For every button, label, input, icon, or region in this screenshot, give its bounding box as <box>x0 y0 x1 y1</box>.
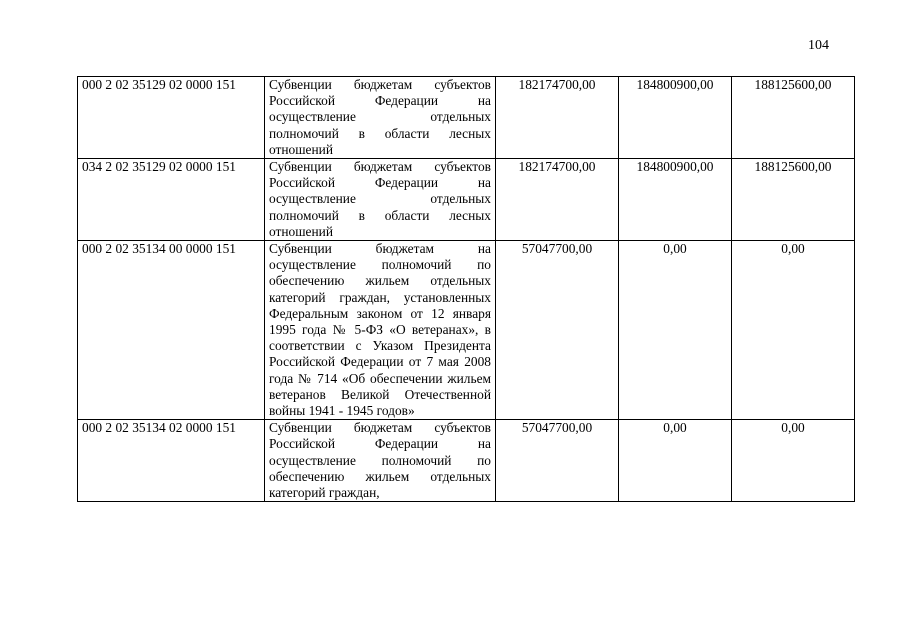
amount-year-3: 0,00 <box>732 241 855 420</box>
amount-year-3: 188125600,00 <box>732 77 855 159</box>
table-row <box>78 159 855 241</box>
table-row <box>78 77 855 159</box>
budget-code: 000 2 02 35129 02 0000 151 <box>78 77 265 159</box>
amount-year-2: 0,00 <box>619 241 732 420</box>
budget-code: 000 2 02 35134 02 0000 151 <box>78 420 265 502</box>
budget-code: 034 2 02 35129 02 0000 151 <box>78 159 265 241</box>
page-number: 104 <box>808 38 829 53</box>
item-description: Субвенции бюджетам субъектов Российской Федерации на осуществление отдельных полномочий в области лесных отношений <box>265 159 496 241</box>
budget-code: 000 2 02 35134 00 0000 151 <box>78 241 265 420</box>
amount-year-3: 0,00 <box>732 420 855 502</box>
amount-year-1: 57047700,00 <box>496 420 619 502</box>
amount-year-2: 184800900,00 <box>619 77 732 159</box>
amount-year-2: 0,00 <box>619 420 732 502</box>
table-row <box>78 420 855 502</box>
item-description: Субвенции бюджетам субъектов Российской Федерации на осуществление отдельных полномочий в области лесных отношений <box>265 77 496 159</box>
item-description: Субвенции бюджетам субъектов Российской Федерации на осуществление полномочий по обеспечению жильем отдельных категорий граждан, <box>265 420 496 502</box>
amount-year-1: 182174700,00 <box>496 77 619 159</box>
amount-year-1: 57047700,00 <box>496 241 619 420</box>
item-description: Субвенции бюджетам на осуществление полномочий по обеспечению жильем отдельных категорий граждан, установленных Федеральным законом от 12 января 1995 года № 5-ФЗ «О ветеранах», в соответствии с Указом Президента Российской Федерации от 7 мая 2008 года № 714 «Об обеспечении жильем ветеранов Великой Отечественной войны 1941 - 1945 годов» <box>265 241 496 420</box>
table-row <box>78 241 855 420</box>
amount-year-3: 188125600,00 <box>732 159 855 241</box>
amount-year-1: 182174700,00 <box>496 159 619 241</box>
amount-year-2: 184800900,00 <box>619 159 732 241</box>
budget-table <box>77 76 855 502</box>
